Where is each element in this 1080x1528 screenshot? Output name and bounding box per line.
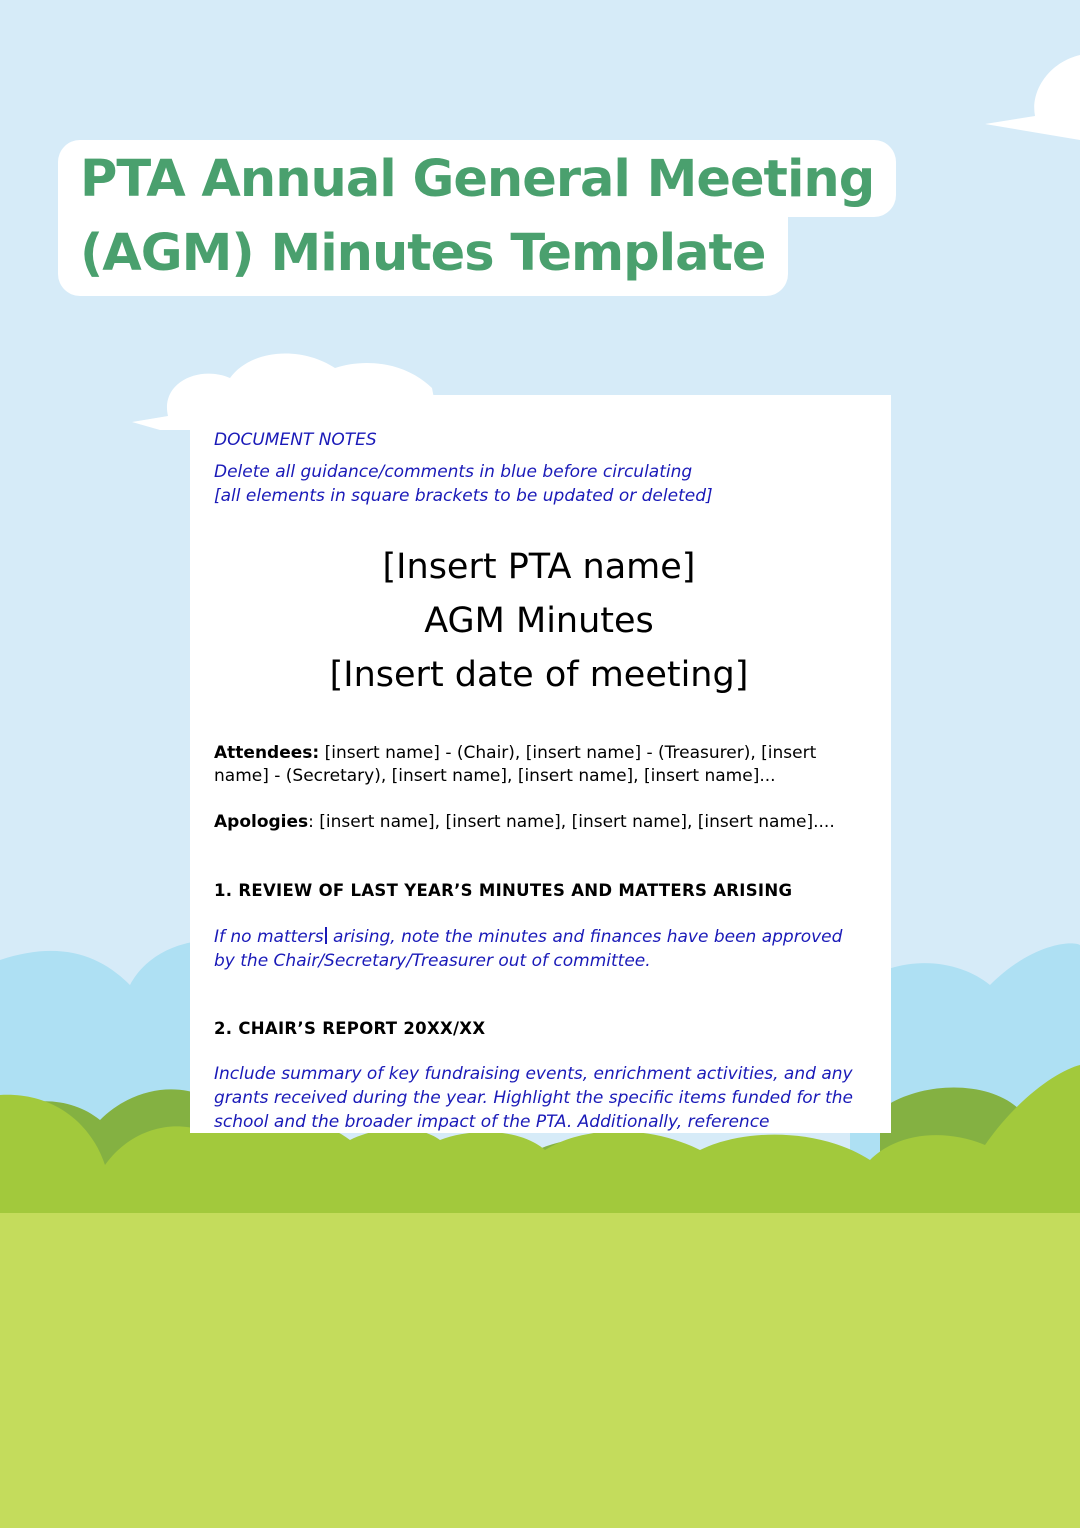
page-title-line-2: (AGM) Minutes Template (58, 217, 788, 296)
document-notes-heading: DOCUMENT NOTES (214, 430, 377, 450)
attendees-paragraph (214, 742, 864, 788)
meeting-date-placeholder: [Insert date of meeting] (329, 655, 749, 695)
apologies-text: : [insert name], [insert name], [insert name], [insert name].... (308, 812, 835, 832)
page-title-line-1: PTA Annual General Meeting (58, 140, 896, 217)
document-title: AGM Minutes (424, 601, 654, 641)
attendees-text: [insert name] - (Chair), [insert name] - (Treasurer), [insert name] - (Secretary), [insert name], [insert name], [insert name]... (214, 743, 817, 786)
attendees-label: Attendees: (214, 743, 320, 763)
text-cursor (325, 927, 327, 944)
document-notes-line-2: [all elements in square brackets to be updated or deleted] (214, 486, 713, 506)
document-title-block (214, 540, 864, 702)
apologies-paragraph (214, 811, 864, 834)
grass-ground (0, 1213, 1080, 1528)
document-preview (190, 395, 891, 1133)
pta-name-placeholder: [Insert PTA name] (382, 547, 696, 587)
document-notes-line-1: Delete all guidance/comments in blue before circulating (214, 462, 693, 482)
section-1-guidance-part-b: arising, note the minutes and finances have been approved by the Chair/Secretary/Treasurer out of committee. (214, 927, 843, 971)
section-2-guidance: Include summary of key fundraising events, enrichment activities, and any grants received during the year. Highlight the specific items funded for the school and the broader impact of the PTA. Additionally, reference (214, 1064, 854, 1132)
section-1-guidance (214, 925, 864, 973)
apologies-label: Apologies (214, 812, 309, 832)
page-title (58, 140, 896, 296)
section-2-heading: 2. CHAIR’S REPORT 20XX/XX (214, 1019, 486, 1038)
section-1-heading: 1. REVIEW OF LAST YEAR’S MINUTES AND MATTERS ARISING (214, 881, 793, 900)
section-1-guidance-part-a: If no matters (214, 927, 324, 947)
